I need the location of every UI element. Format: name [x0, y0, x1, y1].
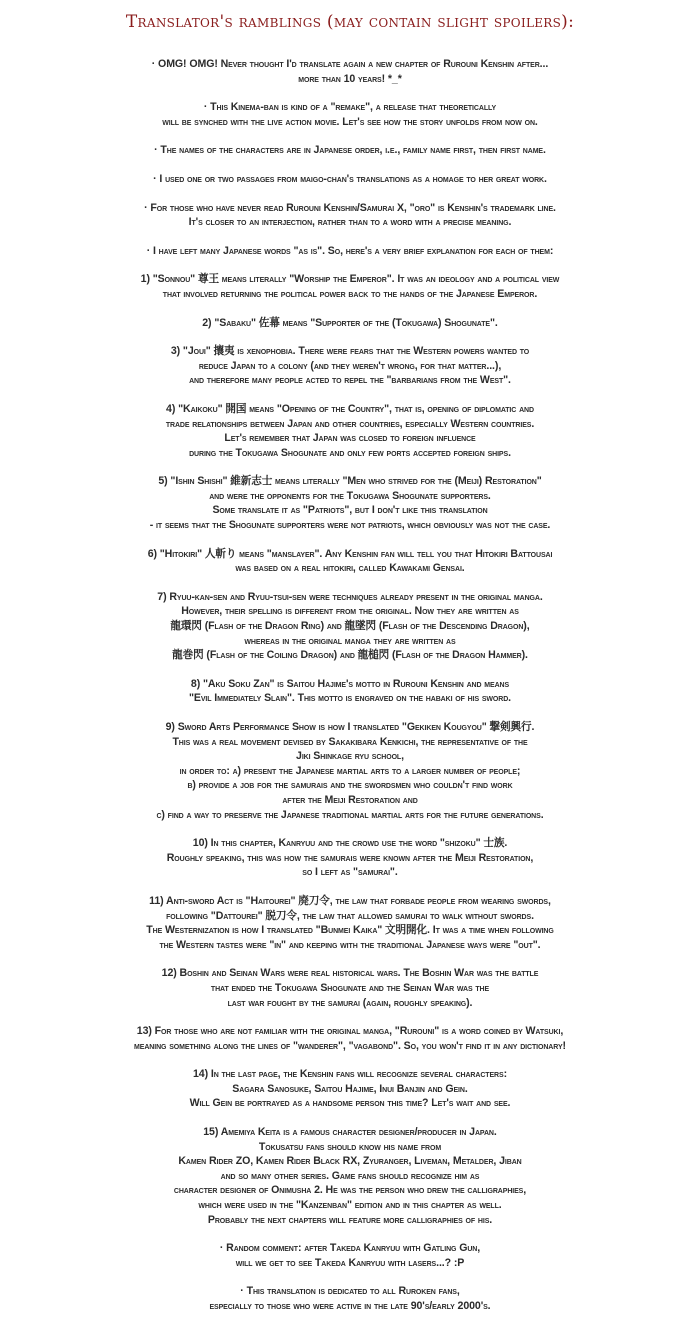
note-line: especially to those who were active in the late 90's/early 2000's.	[209, 1300, 491, 1312]
note-line: · I have left many Japanese words "as is". So, here's a very brief explanation for each of them:	[146, 244, 554, 257]
note-line: Roughly speaking, this was how the samurais were known after the Meiji Restoration,	[166, 851, 534, 864]
note-line: The Westernization is how I translated "Bunmei Kaika" 文明開化. It was a time when following	[146, 924, 554, 937]
note-line: and so many other series. Game fans should recognize him as	[220, 1169, 480, 1182]
note-paragraph	[0, 1284, 700, 1313]
note-paragraph	[0, 100, 700, 129]
note-line: 8) "Aku Soku Zan" is Saitou Hajime's motto in Rurouni Kenshin and means	[190, 677, 510, 690]
note-line: b) provide a job for the samurais and the swordsmen who couldn't find work	[187, 779, 513, 792]
note-paragraph	[0, 590, 700, 663]
note-line: 龍巻閃 (Flash of the Coiling Dragon) and 龍槌閃 (Flash of the Dragon Hammer).	[172, 649, 528, 662]
note-line: the Western tastes were "in" and keeping with the traditional Japanese ways were "out".	[159, 938, 541, 951]
page-title: Translator's ramblings (may contain slight spoilers):	[125, 12, 575, 32]
note-paragraph	[0, 474, 700, 532]
note-paragraph	[0, 547, 700, 576]
note-line: · I used one or two passages from maigo-chan's translations as a homage to her great work.	[153, 172, 547, 185]
note-line: which were used in the "Kanzenban" edition and in this chapter as well.	[198, 1199, 502, 1212]
note-paragraph	[0, 57, 700, 86]
note-paragraph	[0, 143, 700, 158]
note-paragraph	[0, 894, 700, 952]
note-line: 5) "Ishin Shishi" 維新志士 means literally "Men who strived for the (Meiji) Restoration"	[158, 475, 542, 488]
note-line: · The names of the characters are in Japanese order, i.e., family name first, then first name.	[154, 144, 546, 157]
note-line: Sagara Sanosuke, Saitou Hajime, Inui Banjin and Gein.	[232, 1082, 468, 1095]
note-line: Tokusatsu fans should know his name from	[258, 1140, 442, 1153]
note-paragraph	[0, 677, 700, 706]
note-paragraph	[0, 272, 700, 301]
note-line: so I left as "samurai".	[302, 866, 398, 879]
note-paragraph	[0, 402, 700, 460]
note-line: meaning something along the lines of "wanderer", "vagabond". So, you won't find it in any dictionary!	[134, 1039, 566, 1052]
note-line: 14) In the last page, the Kenshin fans will recognize several characters:	[193, 1068, 507, 1081]
note-line: Kamen Rider ZO, Kamen Rider Black RX, Zyuranger, Liveman, Metalder, Jiban	[178, 1155, 522, 1168]
note-line: Probably the next chapters will feature more calligraphies of his.	[207, 1213, 493, 1226]
note-line: Jiki Shinkage ryu school,	[296, 750, 404, 763]
note-line: that ended the Tokugawa Shogunate and the Seinan War was the	[210, 981, 490, 994]
note-paragraph	[0, 1024, 700, 1053]
note-line: 3) "Joui" 攘夷 is xenophobia. There were fears that the Western powers wanted to	[170, 345, 530, 358]
note-line: 7) Ryuu-kan-sen and Ryuu-tsui-sen were techniques already present in the original manga.	[157, 590, 543, 603]
note-line: However, their spelling is different from the original. Now they are written as	[181, 605, 519, 618]
note-line: It's closer to an interjection, rather than to a word with a precise meaning.	[188, 216, 512, 229]
note-line: Let's remember that Japan was closed to foreign influence	[224, 432, 476, 445]
note-paragraph	[0, 966, 700, 1010]
note-paragraph	[0, 344, 700, 388]
note-line: Some translate it as "Patriots", but I don't like this translation	[212, 504, 488, 517]
note-paragraph	[0, 316, 700, 331]
note-line: 11) Anti-sword Act is "Haitourei" 廃刀令, the law that forbade people from wearing swords,	[149, 894, 551, 907]
note-line: and were the opponents for the Tokugawa Shogunate supporters.	[209, 489, 491, 502]
note-line: in order to: a) present the Japanese martial arts to a larger number of people;	[179, 764, 521, 777]
note-line: This was a real movement devised by Sakakibara Kenkichi, the representative of the	[172, 735, 528, 748]
note-line: last war fought by the samurai (again, roughly speaking).	[227, 996, 473, 1009]
notes-body	[0, 57, 700, 1328]
note-line: trade relationships between Japan and other countries, especially Western countries.	[165, 417, 535, 430]
note-line: 15) Amemiya Keita is a famous character designer/producer in Japan.	[203, 1126, 497, 1139]
note-line: character designer of Onimusha 2. He was the person who drew the calligraphies,	[173, 1184, 527, 1197]
note-line: following "Dattourei" 脱刀令, the law that allowed samurai to walk without swords.	[166, 909, 534, 922]
note-line: will be synched with the live action movie. Let's see how the story unfolds from now on.	[162, 115, 538, 128]
note-line: 10) In this chapter, Kanryuu and the crowd use the word "shizoku" 士族.	[192, 837, 508, 850]
note-paragraph	[0, 1067, 700, 1111]
note-line: · Random comment: after Takeda Kanryuu with Gatling Gun,	[219, 1242, 481, 1255]
note-line: 9) Sword Arts Performance Show is how I translated "Gekiken Kougyou" 撃剣興行.	[165, 721, 535, 733]
note-line: reduce Japan to a colony (and they weren't wrong, for that matter...),	[198, 359, 502, 372]
note-line: 6) "Hitokiri" 人斬り means "manslayer". Any Kenshin fan will tell you that Hitokiri Battousai	[147, 547, 553, 560]
note-line: 1) "Sonnou" 尊王 means literally "Worship the Emperor". It was an ideology and a political view	[140, 273, 560, 286]
note-line: · This translation is dedicated to all Ruroken fans,	[240, 1285, 460, 1298]
note-line: was based on a real hitokiri, called Kawakami Gensai.	[235, 562, 465, 575]
note-line: after the Meiji Restoration and	[282, 793, 418, 806]
note-line: 龍環閃 (Flash of the Dragon Ring) and 龍墜閃 (Flash of the Descending Dragon),	[170, 620, 530, 633]
note-line: · For those who have never read Rurouni Kenshin/Samurai X, "oro" is Kenshin's trademark line.	[144, 201, 556, 214]
note-paragraph	[0, 720, 700, 822]
note-line: · This Kinema-ban is kind of a "remake", a release that theoretically	[203, 101, 497, 114]
note-line: and therefore many people acted to repel the "barbarians from the West".	[189, 374, 511, 387]
note-paragraph	[0, 201, 700, 230]
note-paragraph	[0, 244, 700, 259]
note-paragraph	[0, 172, 700, 187]
note-line: 12) Boshin and Seinan Wars were real historical wars. The Boshin War was the battle	[161, 967, 539, 980]
note-line: Will Gein be portrayed as a handsome person this time? Let's wait and see.	[189, 1097, 511, 1110]
note-line: - it seems that the Shogunate supporters were not patriots, which obviously was not the case.	[149, 519, 551, 532]
note-line: more than 10 years! *_*	[298, 72, 402, 85]
note-line: 2) "Sabaku" 佐幕 means "Supporter of the (Tokugawa) Shogunate".	[202, 316, 498, 329]
note-line: whereas in the original manga they are written as	[244, 634, 456, 647]
note-paragraph	[0, 836, 700, 880]
note-paragraph	[0, 1125, 700, 1227]
note-line: "Evil Immediately Slain". This motto is engraved on the habaki of his sword.	[188, 692, 512, 705]
note-paragraph	[0, 1241, 700, 1270]
note-line: will we get to see Takeda Kanryuu with lasers...? :P	[235, 1256, 465, 1269]
note-line: · OMG! OMG! Never thought I'd translate again a new chapter of Rurouni Kenshin after...	[151, 58, 549, 70]
note-line: during the Tokugawa Shogunate and only few ports accepted foreign ships.	[189, 446, 511, 459]
note-line: 13) For those who are not familiar with the original manga, "Rurouni" is a word coined by Watsuki,	[136, 1025, 564, 1038]
note-line: that involved returning the political power back to the hands of the Japanese Emperor.	[162, 287, 538, 300]
note-line: 4) "Kaikoku" 開国 means "Opening of the Country", that is, opening of diplomatic and	[166, 402, 534, 415]
note-line: c) find a way to preserve the Japanese traditional martial arts for the future generations.	[156, 808, 544, 821]
